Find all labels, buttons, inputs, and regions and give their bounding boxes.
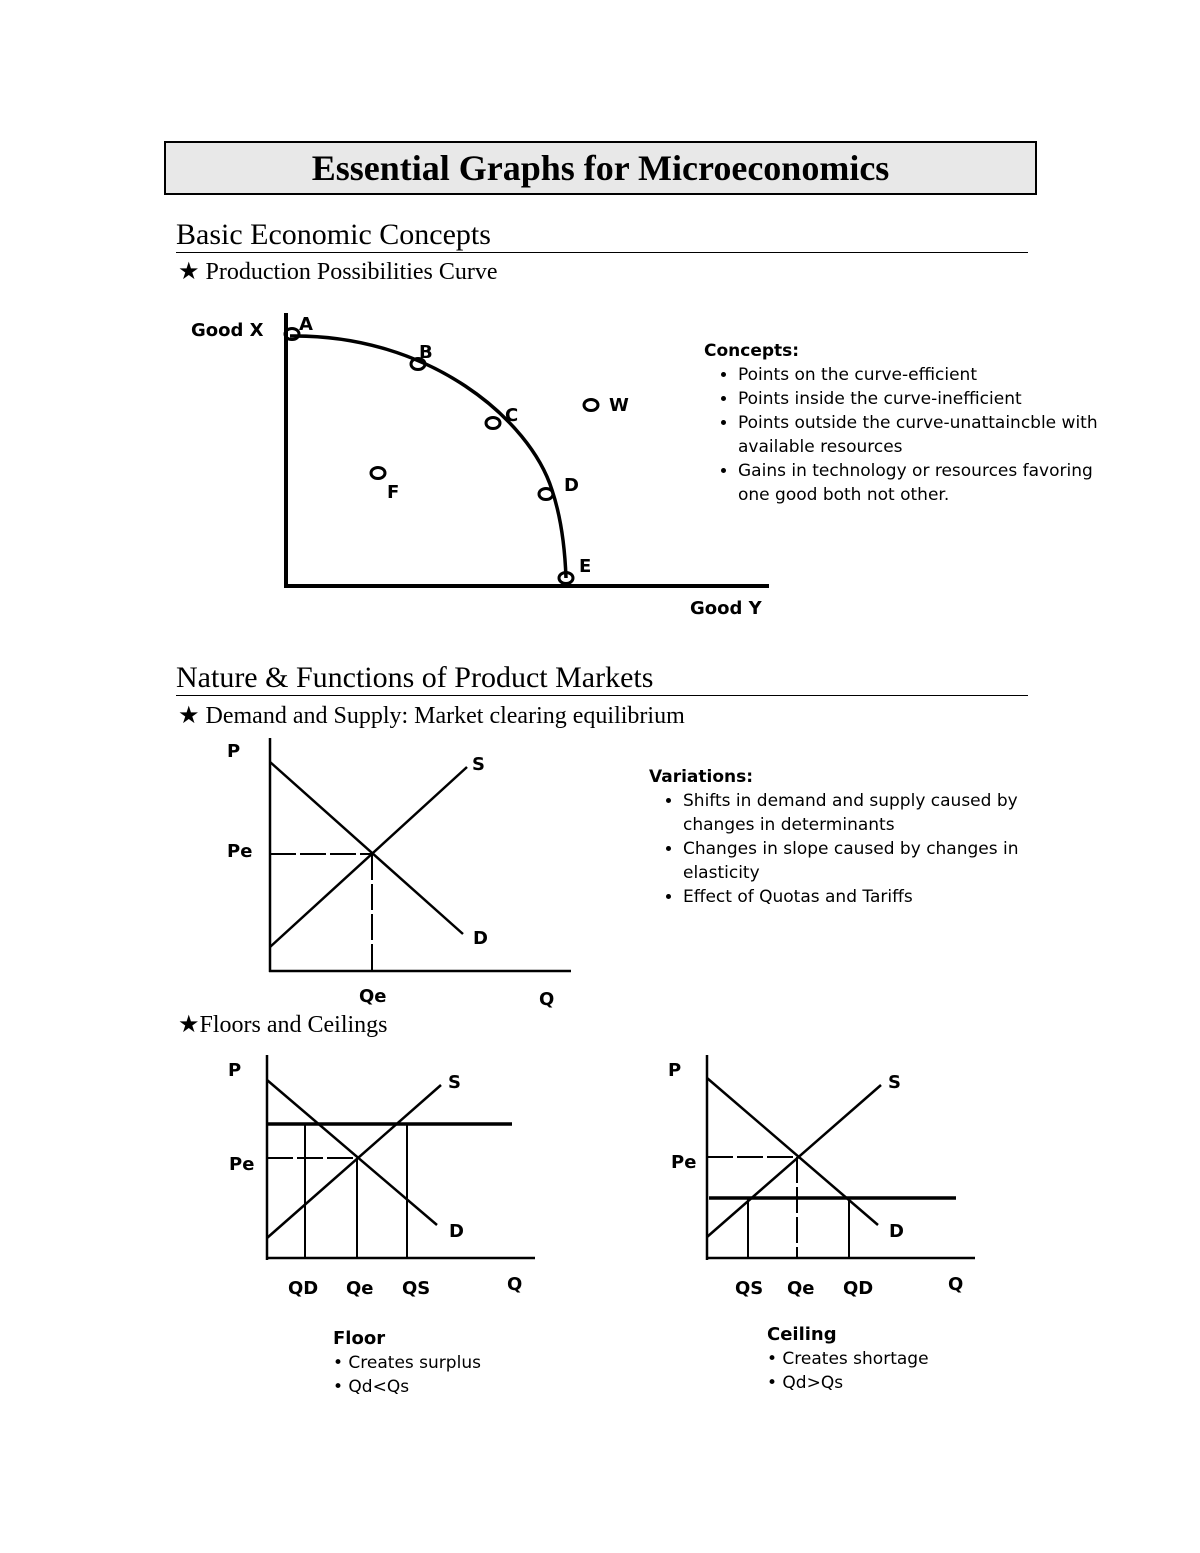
ds-q-label: Q (539, 989, 555, 1010)
ceiling-s-label: S (888, 1072, 901, 1093)
ds-supply-line (270, 767, 467, 947)
point-a-label: A (299, 314, 313, 335)
point-w-marker (584, 400, 598, 411)
concept-item: • Points on the curve-efficient (738, 363, 1104, 387)
subheading-ppc: ★ Production Possibilities Curve (178, 259, 498, 285)
section-heading-markets: Nature & Functions of Product Markets (176, 661, 1028, 696)
point-f-marker (371, 468, 385, 479)
ppc-curve (290, 336, 566, 578)
ds-qe-label: Qe (359, 986, 387, 1007)
ceiling-qd-label: QD (843, 1278, 874, 1299)
point-c-label: C (505, 405, 519, 426)
ceiling-caption-title: Ceiling (767, 1324, 837, 1345)
concept-item: • Points outside the curve-unattaincble with available resources (738, 411, 1104, 459)
floor-supply-line (267, 1085, 441, 1238)
ceiling-p-label: P (668, 1060, 682, 1081)
point-c-marker (486, 418, 500, 429)
ceiling-caption (767, 1323, 929, 1395)
point-d-marker (539, 489, 553, 500)
variation-item: • Effect of Quotas and Tariffs (683, 885, 1079, 909)
ds-d-label: D (473, 928, 488, 949)
floor-pe-label: Pe (229, 1154, 255, 1175)
ceiling-qs-label: QS (735, 1278, 764, 1299)
concept-item: • Points inside the curve-inefficient (738, 387, 1104, 411)
floor-demand-line (267, 1080, 437, 1225)
ppc-x-axis-label: Good Y (690, 598, 762, 619)
floor-qe-label: Qe (346, 1278, 374, 1299)
ppc-concepts (704, 339, 1104, 507)
ds-s-label: S (472, 754, 485, 775)
floor-p-label: P (228, 1060, 242, 1081)
concept-item: • Gains in technology or resources favoring one good both not other. (738, 459, 1104, 507)
floor-s-label: S (448, 1072, 461, 1093)
floor-d-label: D (449, 1221, 464, 1242)
section-heading-basic: Basic Economic Concepts (176, 218, 1028, 253)
ceiling-caption-bullet: • Qd>Qs (767, 1373, 844, 1393)
floor-caption (333, 1327, 481, 1399)
floor-qd-label: QD (288, 1278, 319, 1299)
ceiling-d-label: D (889, 1221, 904, 1242)
ceiling-supply-line (707, 1085, 881, 1237)
point-b-label: B (419, 342, 433, 363)
ds-demand-line (270, 762, 463, 934)
floor-caption-bullet: • Qd<Qs (333, 1377, 410, 1397)
ceiling-demand-line (707, 1078, 878, 1225)
page-title: Essential Graphs for Microeconomics (164, 141, 1037, 195)
variation-item: • Changes in slope caused by changes in elasticity (683, 837, 1079, 885)
floor-q-label: Q (507, 1274, 523, 1295)
point-d-label: D (564, 475, 579, 496)
ceiling-q-label: Q (948, 1274, 964, 1295)
subheading-floors-ceilings: ★Floors and Ceilings (178, 1012, 388, 1038)
point-w-label: W (609, 395, 629, 416)
ppc-y-axis-label: Good X (191, 320, 264, 341)
ceiling-pe-label: Pe (671, 1152, 697, 1173)
point-e-label: E (579, 556, 592, 577)
ds-p-label: P (227, 741, 241, 762)
ds-variations (649, 765, 1079, 909)
floor-qs-label: QS (402, 1278, 431, 1299)
ds-pe-label: Pe (227, 841, 253, 862)
floor-caption-bullet: • Creates surplus (333, 1353, 481, 1373)
floor-caption-title: Floor (333, 1328, 386, 1349)
ceiling-caption-bullet: • Creates shortage (767, 1349, 929, 1369)
ceiling-qe-label: Qe (787, 1278, 815, 1299)
point-a-marker (285, 329, 299, 340)
point-f-label: F (387, 482, 400, 503)
concepts-heading: Concepts: (704, 341, 800, 361)
variation-item: • Shifts in demand and supply caused by changes in determinants (683, 789, 1079, 837)
subheading-demand-supply: ★ Demand and Supply: Market clearing equilibrium (178, 703, 685, 729)
point-e-marker (559, 573, 573, 584)
variations-heading: Variations: (649, 767, 754, 787)
